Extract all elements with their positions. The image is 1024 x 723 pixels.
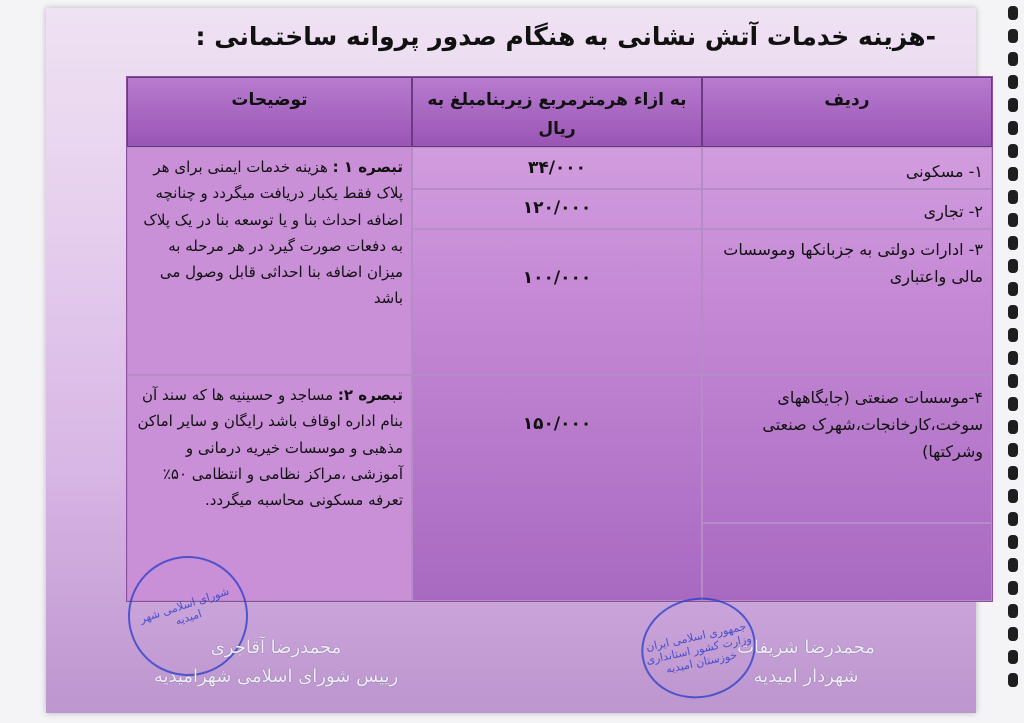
note-1 xyxy=(127,147,412,375)
left-signatory-name: محمدرضا آقاجری xyxy=(210,637,342,658)
right-signatory-title: شهردار امیدیه xyxy=(753,665,859,687)
spiral-binding xyxy=(1002,6,1022,716)
note-2-title: تبصره ۲: xyxy=(337,386,403,404)
right-signature-block xyxy=(686,634,926,692)
left-stamp-text: شورای اسلامی شهر امیدیه xyxy=(138,584,231,628)
note-1-title: تبصره ۱ : xyxy=(332,158,403,176)
page-heading: -هزینه خدمات آتش نشانی به هنگام صدور پروانه ساختمانی : xyxy=(195,22,936,51)
row-label-government: ۳- ادارات دولتی به جزبانکها وموسسات مالی واعتباری xyxy=(702,229,992,375)
row-label-commercial: ۲- تجاری xyxy=(702,189,992,229)
fee-table xyxy=(126,76,993,602)
header-notes: توضیحات xyxy=(127,77,412,147)
document-page xyxy=(46,8,983,713)
row-amount-government: ۱۰۰/۰۰۰ xyxy=(412,229,702,375)
header-row-label: ردیف xyxy=(702,77,992,147)
right-stamp-text: جمهوری اسلامی ایران وزارت کشور استانداری خوزستان امیدیه xyxy=(644,619,753,677)
left-signatory-title: رییس شورای اسلامی شهرامیدیه xyxy=(153,665,399,687)
header-amount: به ازاء هرمترمربع زیربنامبلغ به ریال xyxy=(412,77,702,147)
row-amount-commercial: ۱۲۰/۰۰۰ xyxy=(412,189,702,229)
row-label-industrial: ۴-موسسات صنعتی (جایگاههای سوخت،کارخانجات،شهرک صنعتی وشرکتها) xyxy=(702,375,992,523)
note-2-body: مساجد و حسینیه ها که سند آن بنام اداره اوقاف باشد رایگان و سایر اماکن مذهبی و موسسات خیریه درمانی و آموزشی ،مراکز نظامی و انتظامی ۵۰٪ تعرفه مسکونی محاسبه میگردد. xyxy=(137,386,403,509)
empty-cell xyxy=(702,523,992,601)
right-signatory-name: محمدرضا شریفات xyxy=(737,637,875,658)
note-1-body: هزینه خدمات ایمنی برای هر پلاک فقط یکبار دریافت میگردد و چنانچه اضافه احداث بنا و یا توسعه بنا در یک پلاک به دفعات صورت گیرد در هر مرحله به میزان اضافه بنا احداثی قابل وصول می باشد xyxy=(143,158,403,308)
row-amount-residential: ۳۴/۰۰۰ xyxy=(412,147,702,189)
row-label-residential: ۱- مسکونی xyxy=(702,147,992,189)
left-signature-block xyxy=(116,634,436,692)
row-amount-industrial: ۱۵۰/۰۰۰ xyxy=(412,375,702,601)
